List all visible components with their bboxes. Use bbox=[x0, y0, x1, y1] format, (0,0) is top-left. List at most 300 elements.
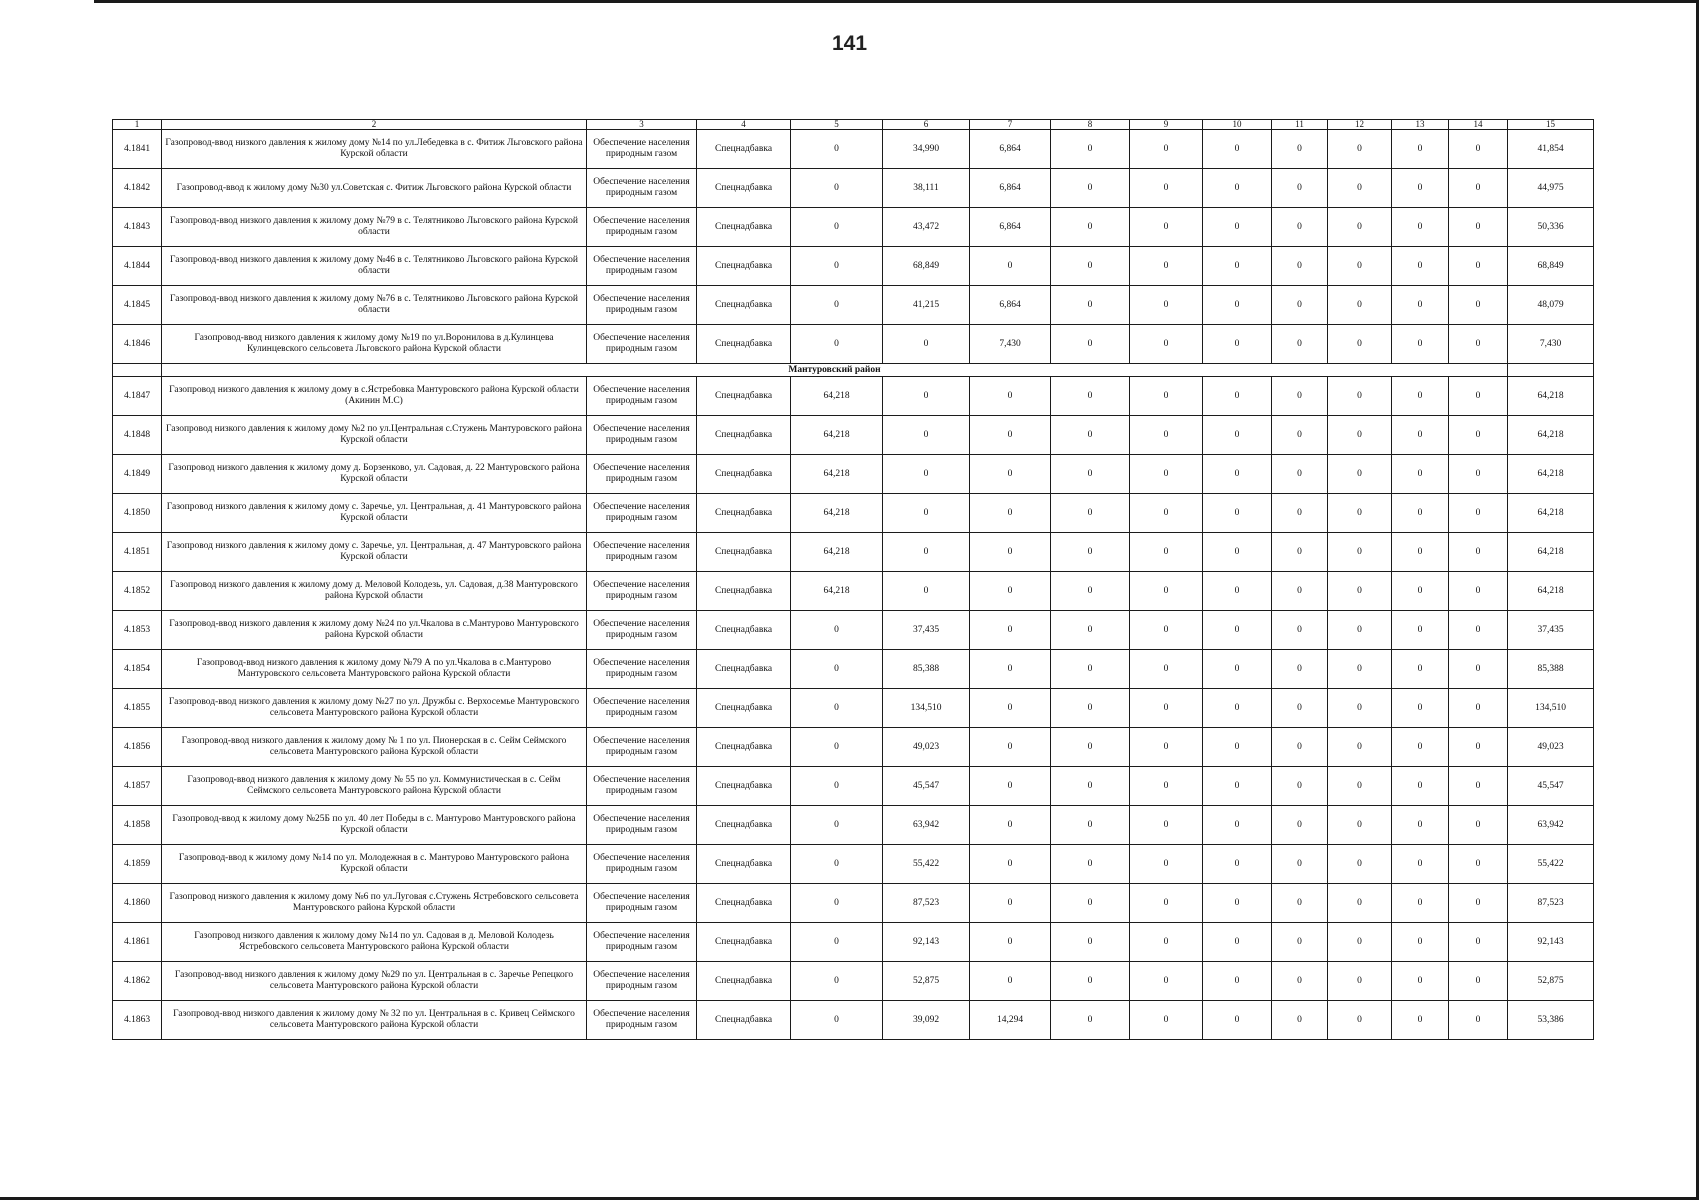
item-number-cell: 4.1853 bbox=[113, 611, 162, 650]
purpose-cell: Обеспечение населения природным газом bbox=[587, 169, 697, 208]
value-cell: 0 bbox=[1449, 169, 1508, 208]
value-cell: 0 bbox=[1203, 377, 1272, 416]
value-cell: 0 bbox=[1130, 767, 1203, 806]
value-cell: 0 bbox=[1328, 923, 1392, 962]
value-cell: 0 bbox=[1449, 208, 1508, 247]
total-cell: 53,386 bbox=[1508, 1001, 1594, 1040]
table-row bbox=[113, 806, 1594, 845]
purpose-cell: Обеспечение населения природным газом bbox=[587, 247, 697, 286]
value-cell: 0 bbox=[1051, 377, 1130, 416]
column-number-header: 8 bbox=[1051, 120, 1130, 130]
value-cell: 0 bbox=[1392, 689, 1449, 728]
value-cell: 0 bbox=[1392, 650, 1449, 689]
value-cell: 0 bbox=[1051, 923, 1130, 962]
item-number-cell: 4.1845 bbox=[113, 286, 162, 325]
value-cell: 0 bbox=[791, 247, 883, 286]
value-cell: 0 bbox=[791, 884, 883, 923]
funding-source-cell: Спецнадбавка bbox=[697, 494, 791, 533]
item-number-cell: 4.1857 bbox=[113, 767, 162, 806]
value-cell: 0 bbox=[1203, 247, 1272, 286]
value-cell: 0 bbox=[1392, 767, 1449, 806]
value-cell: 0 bbox=[1449, 689, 1508, 728]
value-cell: 0 bbox=[1130, 416, 1203, 455]
value-cell: 0 bbox=[1392, 923, 1449, 962]
value-cell: 45,547 bbox=[883, 767, 970, 806]
item-number-cell: 4.1842 bbox=[113, 169, 162, 208]
value-cell: 0 bbox=[1051, 650, 1130, 689]
value-cell: 0 bbox=[1328, 416, 1392, 455]
funding-source-cell: Спецнадбавка bbox=[697, 884, 791, 923]
value-cell: 0 bbox=[1392, 130, 1449, 169]
total-cell: 64,218 bbox=[1508, 377, 1594, 416]
value-cell: 0 bbox=[1272, 130, 1328, 169]
value-cell: 0 bbox=[883, 455, 970, 494]
value-cell: 0 bbox=[1203, 1001, 1272, 1040]
value-cell: 0 bbox=[1130, 611, 1203, 650]
table-body bbox=[113, 120, 1594, 1040]
value-cell: 0 bbox=[1392, 806, 1449, 845]
value-cell: 0 bbox=[1130, 247, 1203, 286]
funding-source-cell: Спецнадбавка bbox=[697, 455, 791, 494]
object-description-cell: Газопровод низкого давления к жилому дому в с.Ястребовка Мантуровского района Курской области (Акинин М.С) bbox=[162, 377, 587, 416]
value-cell: 0 bbox=[1203, 455, 1272, 494]
total-cell: 52,875 bbox=[1508, 962, 1594, 1001]
value-cell: 0 bbox=[1130, 208, 1203, 247]
value-cell: 0 bbox=[1051, 845, 1130, 884]
value-cell: 0 bbox=[1449, 728, 1508, 767]
column-number-header: 7 bbox=[970, 120, 1051, 130]
value-cell: 0 bbox=[791, 325, 883, 364]
funding-source-cell: Спецнадбавка bbox=[697, 208, 791, 247]
value-cell: 0 bbox=[1328, 572, 1392, 611]
item-number-cell: 4.1854 bbox=[113, 650, 162, 689]
value-cell: 0 bbox=[1328, 767, 1392, 806]
purpose-cell: Обеспечение населения природным газом bbox=[587, 286, 697, 325]
value-cell: 0 bbox=[1203, 416, 1272, 455]
object-description-cell: Газопровод-ввод к жилому дому №30 ул.Советская с. Фитиж Льговского района Курской области bbox=[162, 169, 587, 208]
value-cell: 0 bbox=[883, 325, 970, 364]
object-description-cell: Газопровод-ввод низкого давления к жилому дому №14 по ул.Лебедевка в с. Фитиж Льговского района Курской области bbox=[162, 130, 587, 169]
item-number-cell: 4.1858 bbox=[113, 806, 162, 845]
total-cell: 37,435 bbox=[1508, 611, 1594, 650]
table-row bbox=[113, 247, 1594, 286]
value-cell: 0 bbox=[1051, 611, 1130, 650]
purpose-cell: Обеспечение населения природным газом bbox=[587, 728, 697, 767]
table-row bbox=[113, 650, 1594, 689]
value-cell: 0 bbox=[1203, 325, 1272, 364]
object-description-cell: Газопровод-ввод низкого давления к жилому дому №46 в с. Телятниково Льговского района Курской области bbox=[162, 247, 587, 286]
total-cell: 85,388 bbox=[1508, 650, 1594, 689]
table-row bbox=[113, 767, 1594, 806]
item-number-cell: 4.1861 bbox=[113, 923, 162, 962]
purpose-cell: Обеспечение населения природным газом bbox=[587, 806, 697, 845]
value-cell: 0 bbox=[970, 689, 1051, 728]
total-cell: 64,218 bbox=[1508, 494, 1594, 533]
value-cell: 0 bbox=[791, 689, 883, 728]
value-cell: 0 bbox=[1392, 416, 1449, 455]
object-description-cell: Газопровод-ввод низкого давления к жилому дому №79 А по ул.Чкалова в с.Мантурово Мантуровского сельсовета Мантуровского района Курской области bbox=[162, 650, 587, 689]
value-cell: 0 bbox=[1272, 416, 1328, 455]
funding-source-cell: Спецнадбавка bbox=[697, 533, 791, 572]
value-cell: 0 bbox=[1392, 169, 1449, 208]
value-cell: 0 bbox=[1130, 884, 1203, 923]
total-cell: 87,523 bbox=[1508, 884, 1594, 923]
value-cell: 0 bbox=[1130, 806, 1203, 845]
total-cell: 41,854 bbox=[1508, 130, 1594, 169]
value-cell: 0 bbox=[1203, 286, 1272, 325]
value-cell: 0 bbox=[1449, 494, 1508, 533]
column-number-header: 5 bbox=[791, 120, 883, 130]
value-cell: 0 bbox=[1051, 1001, 1130, 1040]
value-cell: 0 bbox=[1203, 533, 1272, 572]
value-cell: 0 bbox=[1051, 728, 1130, 767]
value-cell: 6,864 bbox=[970, 130, 1051, 169]
value-cell: 0 bbox=[883, 572, 970, 611]
item-number-cell: 4.1855 bbox=[113, 689, 162, 728]
value-cell: 0 bbox=[1051, 806, 1130, 845]
value-cell: 0 bbox=[1130, 1001, 1203, 1040]
value-cell: 0 bbox=[1449, 455, 1508, 494]
value-cell: 0 bbox=[1392, 208, 1449, 247]
value-cell: 0 bbox=[1051, 130, 1130, 169]
value-cell: 0 bbox=[1392, 728, 1449, 767]
column-number-header: 2 bbox=[162, 120, 587, 130]
purpose-cell: Обеспечение населения природным газом bbox=[587, 1001, 697, 1040]
value-cell: 0 bbox=[1203, 884, 1272, 923]
column-number-header: 10 bbox=[1203, 120, 1272, 130]
value-cell: 0 bbox=[1449, 377, 1508, 416]
item-number-cell: 4.1847 bbox=[113, 377, 162, 416]
value-cell: 63,942 bbox=[883, 806, 970, 845]
value-cell: 0 bbox=[1203, 728, 1272, 767]
value-cell: 0 bbox=[1449, 884, 1508, 923]
value-cell: 0 bbox=[1272, 689, 1328, 728]
object-description-cell: Газопровод-ввод низкого давления к жилому дому №29 по ул. Центральная в с. Заречье Репецкого сельсовета Мантуровского района Курской области bbox=[162, 962, 587, 1001]
value-cell: 0 bbox=[970, 806, 1051, 845]
value-cell: 0 bbox=[1328, 650, 1392, 689]
value-cell: 0 bbox=[1130, 689, 1203, 728]
value-cell: 52,875 bbox=[883, 962, 970, 1001]
total-cell: 7,430 bbox=[1508, 325, 1594, 364]
item-number-cell: 4.1850 bbox=[113, 494, 162, 533]
item-number-cell: 4.1841 bbox=[113, 130, 162, 169]
value-cell: 0 bbox=[1392, 533, 1449, 572]
value-cell: 55,422 bbox=[883, 845, 970, 884]
object-description-cell: Газопровод-ввод к жилому дому №25Б по ул. 40 лет Победы в с. Мантурово Мантуровского района Курской области bbox=[162, 806, 587, 845]
funding-source-cell: Спецнадбавка bbox=[697, 923, 791, 962]
value-cell: 0 bbox=[791, 845, 883, 884]
item-number-cell: 4.1846 bbox=[113, 325, 162, 364]
value-cell: 0 bbox=[970, 416, 1051, 455]
value-cell: 0 bbox=[1272, 208, 1328, 247]
value-cell: 0 bbox=[1272, 247, 1328, 286]
value-cell: 41,215 bbox=[883, 286, 970, 325]
item-number-cell: 4.1852 bbox=[113, 572, 162, 611]
value-cell: 0 bbox=[1272, 611, 1328, 650]
funding-source-cell: Спецнадбавка bbox=[697, 962, 791, 1001]
value-cell: 0 bbox=[1130, 286, 1203, 325]
value-cell: 0 bbox=[1203, 689, 1272, 728]
item-number-cell: 4.1856 bbox=[113, 728, 162, 767]
value-cell: 0 bbox=[970, 455, 1051, 494]
column-number-header: 4 bbox=[697, 120, 791, 130]
value-cell: 0 bbox=[1051, 208, 1130, 247]
column-number-row bbox=[113, 120, 1594, 130]
value-cell: 0 bbox=[1051, 533, 1130, 572]
value-cell: 0 bbox=[1328, 494, 1392, 533]
funding-source-cell: Спецнадбавка bbox=[697, 689, 791, 728]
investment-table bbox=[112, 119, 1594, 1040]
value-cell: 0 bbox=[1203, 845, 1272, 884]
table-row bbox=[113, 728, 1594, 767]
table-row bbox=[113, 533, 1594, 572]
value-cell: 0 bbox=[1449, 962, 1508, 1001]
value-cell: 0 bbox=[1328, 377, 1392, 416]
total-cell: 64,218 bbox=[1508, 572, 1594, 611]
page-number: 141 bbox=[831, 32, 868, 55]
funding-source-cell: Спецнадбавка bbox=[697, 169, 791, 208]
value-cell: 0 bbox=[1392, 611, 1449, 650]
purpose-cell: Обеспечение населения природным газом bbox=[587, 689, 697, 728]
value-cell: 0 bbox=[1449, 416, 1508, 455]
value-cell: 0 bbox=[970, 377, 1051, 416]
total-cell: 64,218 bbox=[1508, 455, 1594, 494]
purpose-cell: Обеспечение населения природным газом bbox=[587, 416, 697, 455]
value-cell: 0 bbox=[1449, 286, 1508, 325]
item-number-cell: 4.1851 bbox=[113, 533, 162, 572]
value-cell: 0 bbox=[791, 962, 883, 1001]
value-cell: 0 bbox=[1392, 494, 1449, 533]
value-cell: 0 bbox=[1051, 455, 1130, 494]
object-description-cell: Газопровод низкого давления к жилому дому с. Заречье, ул. Центральная, д. 47 Мантуровского района Курской области bbox=[162, 533, 587, 572]
value-cell: 0 bbox=[1328, 884, 1392, 923]
value-cell: 43,472 bbox=[883, 208, 970, 247]
funding-source-cell: Спецнадбавка bbox=[697, 650, 791, 689]
funding-source-cell: Спецнадбавка bbox=[697, 572, 791, 611]
value-cell: 0 bbox=[1328, 806, 1392, 845]
funding-source-cell: Спецнадбавка bbox=[697, 325, 791, 364]
table-row bbox=[113, 130, 1594, 169]
object-description-cell: Газопровод-ввод низкого давления к жилому дому №27 по ул. Дружбы с. Верхосемье Мантуровского сельсовета Мантуровского района Курской области bbox=[162, 689, 587, 728]
value-cell: 0 bbox=[1203, 169, 1272, 208]
object-description-cell: Газопровод-ввод к жилому дому №14 по ул. Молодежная в с. Мантурово Мантуровского района Курской области bbox=[162, 845, 587, 884]
section-empty-cell bbox=[1508, 364, 1594, 377]
column-number-header: 9 bbox=[1130, 120, 1203, 130]
value-cell: 0 bbox=[1130, 650, 1203, 689]
object-description-cell: Газопровод-ввод низкого давления к жилому дому №79 в с. Телятниково Льговского района Курской области bbox=[162, 208, 587, 247]
object-description-cell: Газопровод-ввод низкого давления к жилому дому №19 по ул.Воронилова в д.Кулинцева Кулинцевского сельсовета Льговского района Курской области bbox=[162, 325, 587, 364]
value-cell: 0 bbox=[1051, 767, 1130, 806]
table-row bbox=[113, 286, 1594, 325]
value-cell: 0 bbox=[1130, 572, 1203, 611]
total-cell: 68,849 bbox=[1508, 247, 1594, 286]
value-cell: 0 bbox=[1203, 208, 1272, 247]
value-cell: 0 bbox=[1051, 325, 1130, 364]
value-cell: 92,143 bbox=[883, 923, 970, 962]
value-cell: 0 bbox=[791, 169, 883, 208]
total-cell: 55,422 bbox=[1508, 845, 1594, 884]
value-cell: 64,218 bbox=[791, 572, 883, 611]
value-cell: 0 bbox=[970, 247, 1051, 286]
purpose-cell: Обеспечение населения природным газом bbox=[587, 845, 697, 884]
object-description-cell: Газопровод низкого давления к жилому дому д. Борзенково, ул. Садовая, д. 22 Мантуровского района Курской области bbox=[162, 455, 587, 494]
value-cell: 0 bbox=[1449, 130, 1508, 169]
value-cell: 0 bbox=[1272, 377, 1328, 416]
table-row bbox=[113, 494, 1594, 533]
value-cell: 0 bbox=[791, 286, 883, 325]
value-cell: 0 bbox=[1272, 884, 1328, 923]
object-description-cell: Газопровод низкого давления к жилому дому с. Заречье, ул. Центральная, д. 41 Мантуровского района Курской области bbox=[162, 494, 587, 533]
value-cell: 0 bbox=[883, 494, 970, 533]
value-cell: 0 bbox=[1051, 169, 1130, 208]
value-cell: 0 bbox=[1272, 286, 1328, 325]
value-cell: 0 bbox=[1328, 247, 1392, 286]
value-cell: 0 bbox=[1449, 325, 1508, 364]
value-cell: 0 bbox=[1203, 572, 1272, 611]
total-cell: 44,975 bbox=[1508, 169, 1594, 208]
value-cell: 0 bbox=[1449, 1001, 1508, 1040]
value-cell: 6,864 bbox=[970, 169, 1051, 208]
value-cell: 0 bbox=[1130, 377, 1203, 416]
table-row bbox=[113, 689, 1594, 728]
item-number-cell: 4.1859 bbox=[113, 845, 162, 884]
value-cell: 0 bbox=[1051, 286, 1130, 325]
funding-source-cell: Спецнадбавка bbox=[697, 845, 791, 884]
value-cell: 0 bbox=[1449, 806, 1508, 845]
table-row bbox=[113, 962, 1594, 1001]
column-number-header: 3 bbox=[587, 120, 697, 130]
table-row bbox=[113, 416, 1594, 455]
purpose-cell: Обеспечение населения природным газом bbox=[587, 611, 697, 650]
object-description-cell: Газопровод-ввод низкого давления к жилому дому №76 в с. Телятниково Льговского района Курской области bbox=[162, 286, 587, 325]
value-cell: 37,435 bbox=[883, 611, 970, 650]
funding-source-cell: Спецнадбавка bbox=[697, 377, 791, 416]
total-cell: 92,143 bbox=[1508, 923, 1594, 962]
value-cell: 0 bbox=[791, 767, 883, 806]
column-number-header: 12 bbox=[1328, 120, 1392, 130]
value-cell: 0 bbox=[1051, 884, 1130, 923]
column-number-header: 14 bbox=[1449, 120, 1508, 130]
value-cell: 68,849 bbox=[883, 247, 970, 286]
object-description-cell: Газопровод-ввод низкого давления к жилому дому № 32 по ул. Центральная в с. Кривец Сеймского сельсовета Мантуровского района Курской области bbox=[162, 1001, 587, 1040]
value-cell: 0 bbox=[1449, 611, 1508, 650]
value-cell: 0 bbox=[1272, 767, 1328, 806]
section-row bbox=[113, 364, 1594, 377]
value-cell: 0 bbox=[1272, 494, 1328, 533]
value-cell: 0 bbox=[1130, 130, 1203, 169]
table-row bbox=[113, 325, 1594, 364]
value-cell: 0 bbox=[883, 533, 970, 572]
value-cell: 0 bbox=[1328, 169, 1392, 208]
value-cell: 0 bbox=[791, 208, 883, 247]
value-cell: 64,218 bbox=[791, 494, 883, 533]
value-cell: 0 bbox=[1449, 845, 1508, 884]
value-cell: 0 bbox=[1272, 962, 1328, 1001]
value-cell: 0 bbox=[1328, 325, 1392, 364]
object-description-cell: Газопровод-ввод низкого давления к жилому дому № 55 по ул. Коммунистическая в с. Сейм Сеймского сельсовета Мантуровского района Курской области bbox=[162, 767, 587, 806]
value-cell: 87,523 bbox=[883, 884, 970, 923]
purpose-cell: Обеспечение населения природным газом bbox=[587, 377, 697, 416]
value-cell: 0 bbox=[1203, 767, 1272, 806]
funding-source-cell: Спецнадбавка bbox=[697, 806, 791, 845]
funding-source-cell: Спецнадбавка bbox=[697, 130, 791, 169]
column-number-header: 11 bbox=[1272, 120, 1328, 130]
value-cell: 0 bbox=[1392, 325, 1449, 364]
item-number-cell: 4.1849 bbox=[113, 455, 162, 494]
item-number-cell: 4.1860 bbox=[113, 884, 162, 923]
value-cell: 64,218 bbox=[791, 533, 883, 572]
total-cell: 45,547 bbox=[1508, 767, 1594, 806]
value-cell: 0 bbox=[791, 806, 883, 845]
value-cell: 0 bbox=[970, 533, 1051, 572]
top-border-line bbox=[94, 0, 1699, 3]
object-description-cell: Газопровод низкого давления к жилому дому №14 по ул. Садовая в д. Меловой Колодезь Ястребовского сельсовета Мантуровского района Курской области bbox=[162, 923, 587, 962]
value-cell: 0 bbox=[1051, 572, 1130, 611]
value-cell: 0 bbox=[1392, 962, 1449, 1001]
value-cell: 134,510 bbox=[883, 689, 970, 728]
item-number-cell: 4.1862 bbox=[113, 962, 162, 1001]
table-row bbox=[113, 169, 1594, 208]
column-number-header: 13 bbox=[1392, 120, 1449, 130]
table-row bbox=[113, 1001, 1594, 1040]
total-cell: 63,942 bbox=[1508, 806, 1594, 845]
table-row bbox=[113, 611, 1594, 650]
value-cell: 0 bbox=[791, 728, 883, 767]
value-cell: 0 bbox=[1272, 455, 1328, 494]
value-cell: 0 bbox=[1130, 962, 1203, 1001]
purpose-cell: Обеспечение населения природным газом bbox=[587, 325, 697, 364]
object-description-cell: Газопровод-ввод низкого давления к жилому дому № 1 по ул. Пионерская в с. Сейм Сеймского сельсовета Мантуровского района Курской области bbox=[162, 728, 587, 767]
funding-source-cell: Спецнадбавка bbox=[697, 286, 791, 325]
value-cell: 64,218 bbox=[791, 416, 883, 455]
value-cell: 0 bbox=[1272, 533, 1328, 572]
value-cell: 0 bbox=[1449, 767, 1508, 806]
value-cell: 0 bbox=[791, 130, 883, 169]
value-cell: 0 bbox=[1328, 1001, 1392, 1040]
value-cell: 85,388 bbox=[883, 650, 970, 689]
value-cell: 0 bbox=[1328, 533, 1392, 572]
value-cell: 0 bbox=[970, 728, 1051, 767]
purpose-cell: Обеспечение населения природным газом bbox=[587, 767, 697, 806]
section-empty-cell bbox=[113, 364, 162, 377]
purpose-cell: Обеспечение населения природным газом bbox=[587, 494, 697, 533]
value-cell: 0 bbox=[1203, 494, 1272, 533]
value-cell: 0 bbox=[1328, 208, 1392, 247]
value-cell: 0 bbox=[1272, 845, 1328, 884]
value-cell: 0 bbox=[1328, 611, 1392, 650]
value-cell: 64,218 bbox=[791, 455, 883, 494]
value-cell: 0 bbox=[1392, 572, 1449, 611]
value-cell: 0 bbox=[970, 962, 1051, 1001]
value-cell: 0 bbox=[1392, 455, 1449, 494]
value-cell: 0 bbox=[1203, 923, 1272, 962]
value-cell: 64,218 bbox=[791, 377, 883, 416]
value-cell: 0 bbox=[1449, 923, 1508, 962]
value-cell: 0 bbox=[1272, 923, 1328, 962]
value-cell: 0 bbox=[791, 650, 883, 689]
purpose-cell: Обеспечение населения природным газом bbox=[587, 455, 697, 494]
value-cell: 0 bbox=[970, 494, 1051, 533]
purpose-cell: Обеспечение населения природным газом bbox=[587, 962, 697, 1001]
value-cell: 0 bbox=[1272, 728, 1328, 767]
funding-source-cell: Спецнадбавка bbox=[697, 767, 791, 806]
table-row bbox=[113, 923, 1594, 962]
total-cell: 134,510 bbox=[1508, 689, 1594, 728]
value-cell: 0 bbox=[1392, 1001, 1449, 1040]
purpose-cell: Обеспечение населения природным газом bbox=[587, 650, 697, 689]
value-cell: 0 bbox=[1328, 689, 1392, 728]
value-cell: 0 bbox=[1203, 650, 1272, 689]
